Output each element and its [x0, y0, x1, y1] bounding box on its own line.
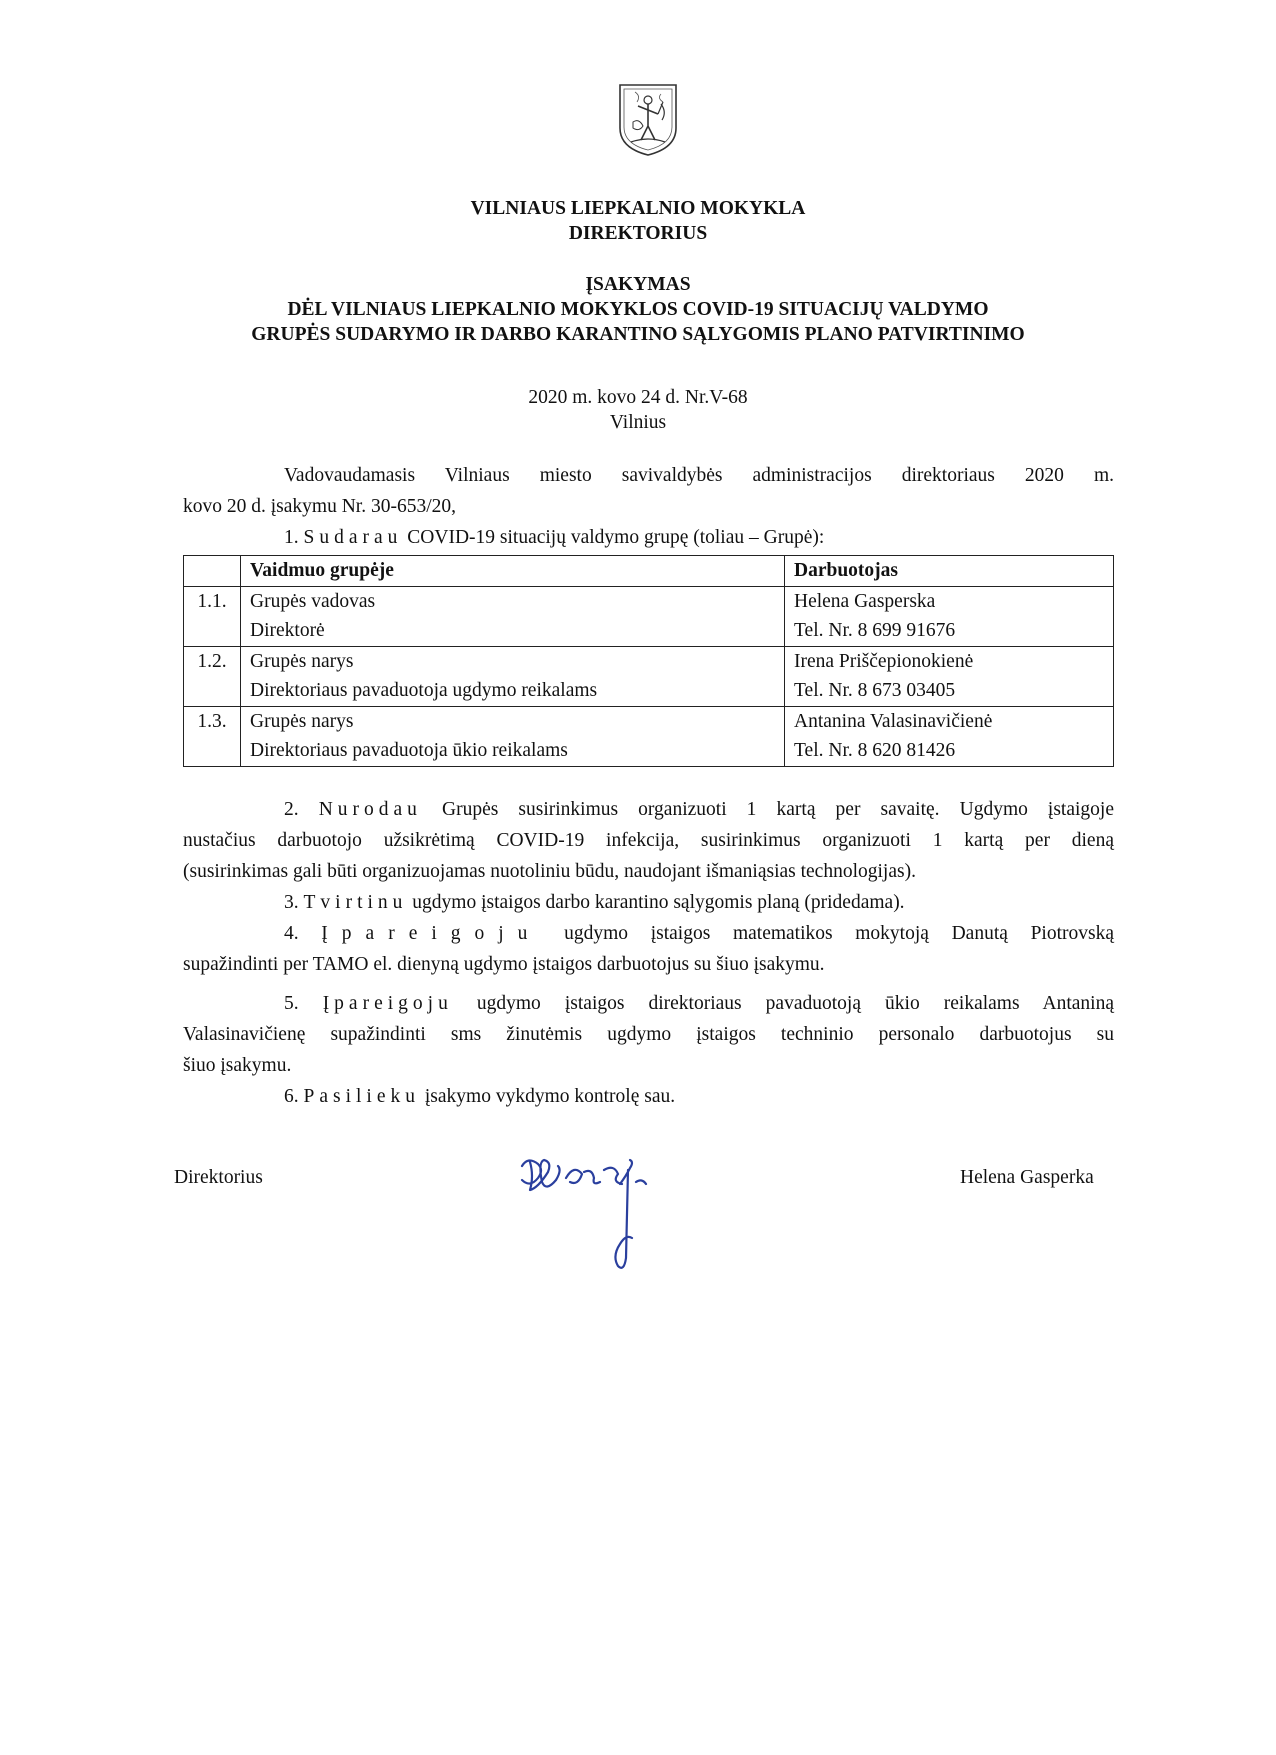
- intro-line-1: Vadovaudamasis Vilniaus miesto savivaldybės administracijos direktoriaus 2020 m.: [284, 465, 1114, 486]
- item-text: COVID-19 situacijų valdymo grupę (toliau – Grupė):: [407, 527, 825, 548]
- row-number: 1.2.: [184, 646, 241, 706]
- item-verb: Nurodau: [318, 799, 422, 820]
- employee-cell: [785, 646, 1114, 706]
- role-position: Direktoriaus pavaduotoja ugdymo reikalams: [250, 680, 598, 701]
- employee-phone: Tel. Nr. 8 620 81426: [794, 740, 956, 761]
- employee-name: Helena Gasperska: [794, 590, 936, 612]
- item-4-line-2: supažindinti per TAMO el. dienyną ugdymo įstaigos darbuotojus su šiuo įsakymu.: [183, 954, 825, 975]
- intro-line-2: kovo 20 d. įsakymu Nr. 30-653/20,: [183, 496, 456, 517]
- item-number: 4.: [284, 923, 299, 944]
- item-2-line-2: nustačius darbuotojo užsikrėtimą COVID-19 infekcija, susirinkimus organizuoti 1 kartą per dieną: [183, 830, 1114, 851]
- item-number: 1.: [284, 527, 299, 548]
- item-number: 2.: [284, 799, 299, 820]
- item-1: [284, 522, 824, 553]
- vilnius-coat-of-arms-icon: [617, 82, 679, 158]
- employee-phone: Tel. Nr. 8 699 91676: [794, 620, 956, 641]
- document-title-line-2: GRUPĖS SUDARYMO IR DARBO KARANTINO SĄLYGOMIS PLANO PATVIRTINIMO: [251, 324, 1025, 345]
- table-row: [184, 706, 1114, 766]
- document-city: Vilnius: [609, 412, 667, 433]
- item-verb: Tvirtinu: [303, 892, 408, 913]
- item-4-line-1: [284, 918, 1114, 949]
- item-verb: Įpareigoju: [321, 923, 542, 944]
- item-text: Grupės susirinkimus organizuoti 1 kartą per savaitę. Ugdymo įstaigoje: [442, 799, 1114, 820]
- table-row: [184, 586, 1114, 646]
- table-header-row: [184, 556, 1114, 587]
- item-2-line-3: (susirinkimas gali būti organizuojamas nuotoliniu būdu, naudojant išmaniąsias technologijas).: [183, 861, 916, 882]
- employee-name: Irena Priščepionokienė: [794, 650, 974, 672]
- item-text: ugdymo įstaigos matematikos mokytoją Danutą Piotrovską: [564, 923, 1114, 944]
- signoff-role: Direktorius: [174, 1167, 263, 1188]
- item-5-line-3: šiuo įsakymu.: [183, 1055, 292, 1076]
- role-position: Direktoriaus pavaduotoja ūkio reikalams: [250, 740, 568, 761]
- group-table: [183, 555, 1114, 767]
- role-cell: [241, 646, 785, 706]
- item-text: įsakymo vykdymo kontrolę sau.: [424, 1086, 676, 1107]
- document-date-number: 2020 m. kovo 24 d. Nr.V-68: [528, 387, 748, 408]
- role-title: Grupės narys: [250, 710, 354, 732]
- employee-cell: [785, 586, 1114, 646]
- item-text: ugdymo įstaigos direktoriaus pavaduotoją ūkio reikalams Antaniną: [476, 993, 1115, 1014]
- row-number: 1.3.: [184, 706, 241, 766]
- signoff-name: Helena Gasperka: [960, 1167, 1094, 1188]
- item-5-line-1: [284, 988, 1114, 1019]
- role-position: Direktorė: [250, 620, 325, 641]
- item-verb: Sudarau: [303, 527, 403, 548]
- table-header-role: Vaidmuo grupėje: [241, 556, 785, 587]
- employee-name: Antanina Valasinavičienė: [794, 710, 993, 732]
- role-cell: [241, 586, 785, 646]
- table-header-number: [184, 556, 241, 587]
- item-verb: Įpareigoju: [322, 993, 453, 1014]
- item-5-line-2: Valasinavičienę supažindinti sms žinutėmis ugdymo įstaigos techninio personalo darbuotojus su: [183, 1024, 1114, 1045]
- item-verb: Pasilieku: [303, 1086, 420, 1107]
- employee-cell: [785, 706, 1114, 766]
- document-type: ĮSAKYMAS: [585, 274, 691, 295]
- item-number: 6.: [284, 1086, 299, 1107]
- item-number: 5.: [284, 993, 299, 1014]
- role-title: Grupės narys: [250, 650, 354, 672]
- item-3: [284, 887, 905, 918]
- document-title-line-1: DĖL VILNIAUS LIEPKALNIO MOKYKLOS COVID-19 SITUACIJŲ VALDYMO: [287, 299, 989, 320]
- director-heading: DIREKTORIUS: [568, 223, 708, 244]
- handwritten-signature: [508, 1148, 668, 1278]
- item-6: [284, 1081, 675, 1112]
- item-number: 3.: [284, 892, 299, 913]
- role-title: Grupės vadovas: [250, 590, 376, 612]
- table-row: [184, 646, 1114, 706]
- employee-phone: Tel. Nr. 8 673 03405: [794, 680, 956, 701]
- item-2-line-1: [284, 794, 1114, 825]
- school-name: VILNIAUS LIEPKALNIO MOKYKLA: [470, 198, 806, 219]
- item-text: ugdymo įstaigos darbo karantino sąlygomis planą (pridedama).: [412, 892, 905, 913]
- role-cell: [241, 706, 785, 766]
- table-header-employee: Darbuotojas: [785, 556, 1114, 587]
- row-number: 1.1.: [184, 586, 241, 646]
